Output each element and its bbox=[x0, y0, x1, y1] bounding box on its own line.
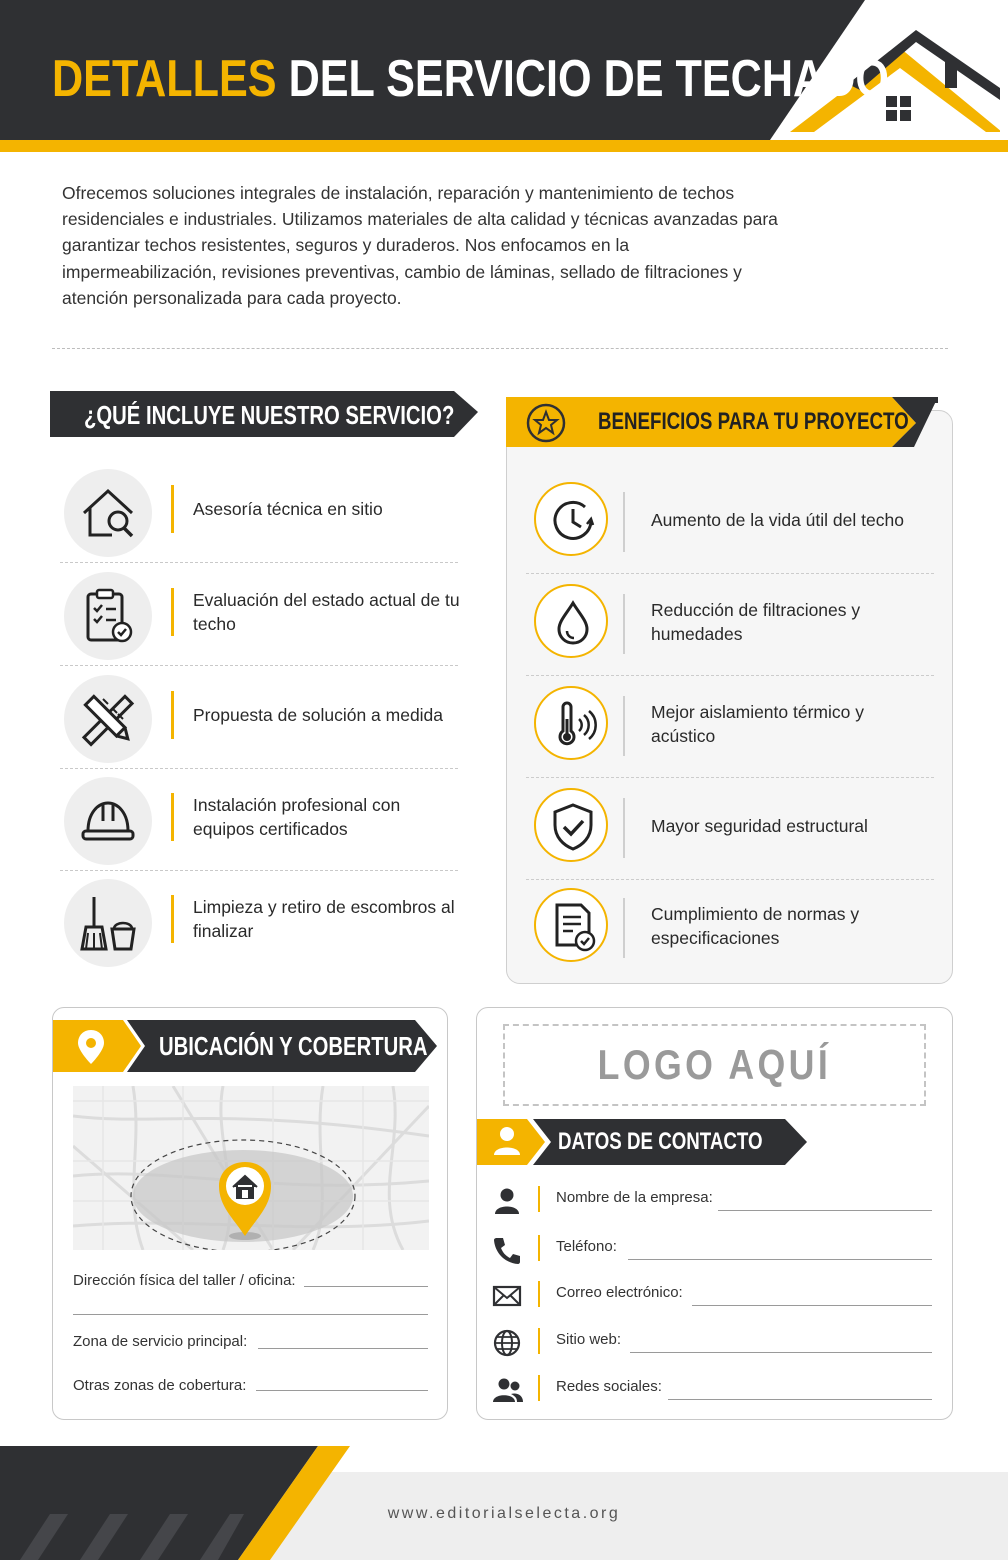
benefit-label: Aumento de la vida útil del techo bbox=[651, 510, 904, 530]
globe-icon bbox=[492, 1328, 522, 1358]
services-heading: ¿QUÉ INCLUYE NUESTRO SERVICIO? bbox=[84, 400, 455, 430]
list-item bbox=[60, 669, 458, 769]
email-label: Correo electrónico: bbox=[556, 1284, 683, 1301]
water-drop-icon bbox=[547, 597, 599, 649]
address-field[interactable] bbox=[304, 1286, 428, 1287]
phone-label: Teléfono: bbox=[556, 1238, 617, 1255]
email-row bbox=[490, 1275, 936, 1315]
company-field[interactable] bbox=[718, 1210, 932, 1211]
location-heading: UBICACIÓN Y COBERTURA bbox=[159, 1031, 428, 1061]
social-row bbox=[490, 1369, 936, 1409]
address-label: Dirección física del taller / oficina: bbox=[73, 1272, 296, 1289]
coverage-map bbox=[73, 1086, 429, 1250]
service-label: Instalación profesional con equipos certificados bbox=[193, 795, 401, 839]
company-label: Nombre de la empresa: bbox=[556, 1189, 713, 1206]
phone-icon bbox=[492, 1235, 522, 1265]
benefits-heading: BENEFICIOS PARA TU PROYECTO bbox=[598, 408, 909, 435]
benefits-heading-bar bbox=[506, 397, 938, 449]
list-item bbox=[60, 873, 458, 967]
company-row bbox=[490, 1180, 936, 1220]
main-zone-field[interactable] bbox=[258, 1348, 428, 1349]
social-label: Redes sociales: bbox=[556, 1378, 662, 1395]
list-item bbox=[60, 566, 458, 666]
other-zones-label: Otras zonas de cobertura: bbox=[73, 1377, 247, 1394]
intro-paragraph: Ofrecemos soluciones integrales de instalación, reparación y mantenimiento de techos residenciales e industriales. Utilizamos materiales de alta calidad y técnicas avanzadas para garantizar techos resistentes, seguros y duraderos. Nos enfocamos en la impermeabilización, revisiones preventivas, cambio de láminas, sellado de filtraciones y atención personalizada para cada proyecto. bbox=[62, 183, 778, 308]
envelope-icon bbox=[492, 1281, 522, 1311]
benefit-label: Mayor seguridad estructural bbox=[651, 816, 868, 836]
other-zones-field[interactable] bbox=[256, 1390, 428, 1391]
service-label: Propuesta de solución a medida bbox=[193, 705, 444, 725]
email-field[interactable] bbox=[692, 1305, 932, 1306]
phone-row bbox=[490, 1229, 936, 1269]
contact-heading-bar bbox=[477, 1119, 807, 1165]
benefit-label: Cumplimiento de normas y especificaciones bbox=[651, 904, 860, 948]
page-title bbox=[52, 44, 889, 114]
services-heading-bar bbox=[50, 391, 478, 443]
logo-placeholder-text: LOGO AQUÍ bbox=[597, 1041, 832, 1088]
list-item bbox=[60, 771, 458, 871]
title-rest: DEL SERVICIO DE TECHADO bbox=[288, 50, 889, 108]
list-item bbox=[526, 778, 934, 880]
service-label: Asesoría técnica en sitio bbox=[193, 499, 383, 519]
list-item bbox=[526, 574, 934, 676]
website-label: Sitio web: bbox=[556, 1331, 622, 1348]
main-zone-label: Zona de servicio principal: bbox=[73, 1333, 248, 1350]
social-field[interactable] bbox=[668, 1399, 932, 1400]
shield-check-icon bbox=[547, 801, 599, 853]
contact-heading: DATOS DE CONTACTO bbox=[558, 1128, 763, 1155]
clipboard-check-icon bbox=[78, 586, 138, 646]
list-item bbox=[526, 878, 934, 980]
users-icon bbox=[492, 1375, 524, 1405]
location-heading-bar bbox=[53, 1020, 437, 1072]
list-item bbox=[526, 472, 934, 574]
document-check-icon bbox=[547, 901, 599, 953]
title-highlight: DETALLES bbox=[52, 50, 277, 108]
footer-url[interactable]: www.editorialselecta.org bbox=[387, 1505, 621, 1522]
person-icon bbox=[492, 1186, 522, 1216]
benefit-label: Reducción de filtraciones y humedades bbox=[651, 600, 861, 644]
list-item bbox=[526, 676, 934, 778]
section-divider bbox=[52, 348, 948, 349]
service-label: Limpieza y retiro de escombros al finalizar bbox=[193, 897, 455, 941]
pencil-ruler-icon bbox=[78, 689, 138, 749]
service-label: Evaluación del estado actual de tu techo bbox=[193, 590, 460, 634]
benefit-label: Mejor aislamiento térmico y acústico bbox=[651, 702, 864, 746]
house-search-icon bbox=[78, 483, 138, 543]
logo-placeholder bbox=[503, 1024, 926, 1106]
thermometer-sound-icon bbox=[547, 699, 599, 751]
website-row bbox=[490, 1322, 936, 1362]
phone-field[interactable] bbox=[628, 1259, 932, 1260]
clock-icon bbox=[547, 495, 599, 547]
address-field-line2[interactable] bbox=[73, 1314, 428, 1315]
hard-hat-icon bbox=[78, 791, 138, 851]
website-field[interactable] bbox=[630, 1352, 932, 1353]
list-item bbox=[60, 463, 458, 563]
broom-bucket-icon bbox=[78, 893, 138, 953]
footer bbox=[0, 1446, 1008, 1560]
